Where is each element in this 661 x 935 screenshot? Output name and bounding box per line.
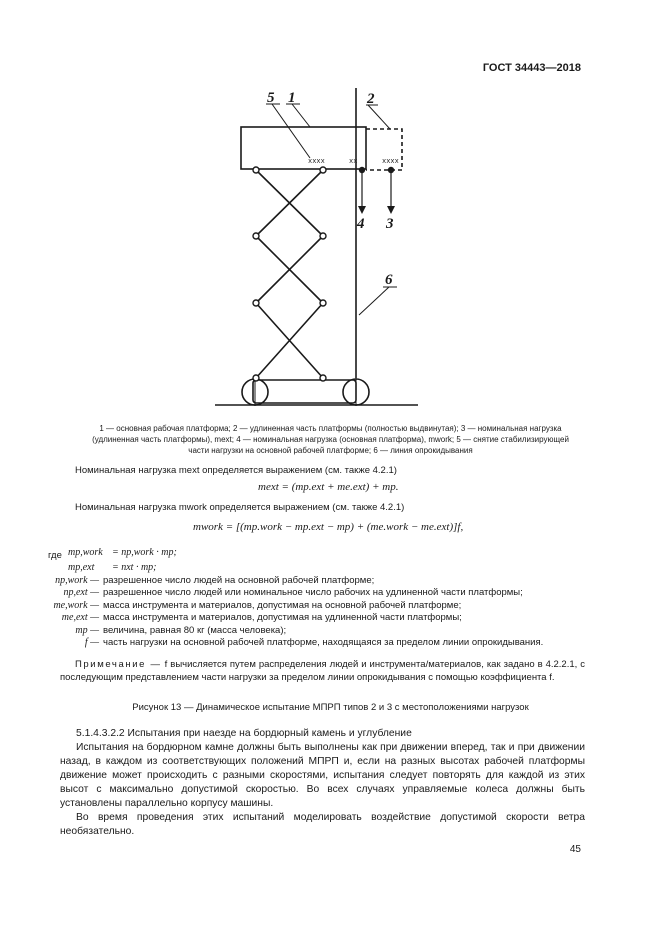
figure-note	[60, 658, 585, 684]
standard-header: ГОСТ 34443—2018	[482, 62, 581, 74]
scissor-level-3	[256, 303, 323, 378]
scissor-level-1	[256, 170, 323, 236]
label-2: 2	[367, 91, 375, 107]
legend-line-3: части нагрузки на основной рабочей платформе; 6 — линия опрокидывания	[188, 446, 473, 455]
formula-mext: mext = (mp.ext + me.ext) + mp.	[258, 481, 399, 493]
label-1: 1	[288, 90, 296, 106]
figure-caption: Рисунок 13 — Динамическое испытание МПРП типов 2 и 3 с местоположениями нагрузок	[132, 702, 529, 713]
label-4: 4	[357, 216, 365, 232]
definitions-list: np,work — разрешенное число людей на основной рабочей платформе; np,ext — разрешенное число людей или номинальное число рабочих на удлиненной части платформы; me,work — масса инструмента и материалов, допустимая на основной рабочей платформе; me,ext — масса инструмента и материалов, допустимая на удлиненной части платформы; mp — величина, равная 80 кг (масса человека); f — часть нагрузки на основной рабочей платформе, находящаяся за пределом линии опрокидывания.	[53, 575, 544, 648]
note-text: f вычисляется путем распределения людей и инструмента/материалов, как задано в 4.2.2.1, с последующим представлением части нагрузки за пределом линии опрокидывания с помощью коэффициента f.	[60, 659, 586, 683]
section-paragraph-2: Во время проведения этих испытаний моделировать воздействие допустимой скорости ветра необязательно.	[60, 812, 585, 837]
figure-legend	[60, 423, 601, 456]
label-5: 5	[267, 90, 275, 106]
legend-line-2: (удлиненная часть платформы), mext; 4 — номинальная нагрузка (основная платформа), mwork; 5 — снятие стабилизирующей	[92, 435, 569, 444]
label-6: 6	[385, 272, 393, 288]
page-number: 45	[569, 844, 581, 855]
where-sym-2: mp,ext	[68, 562, 95, 573]
formula-mwork: mwork = [(mp.work − mp.ext − mp) + (me.work − me.ext)]f,	[193, 521, 464, 533]
scissor-level-2	[256, 236, 323, 303]
label-3: 3	[386, 216, 394, 232]
where-rhs-1: = np,work · mp;	[112, 547, 177, 558]
paragraph-mext: Номинальная нагрузка mext определяется выражением (см. также 4.2.1)	[75, 465, 397, 476]
paragraph-mwork: Номинальная нагрузка mwork определяется выражением (см. также 4.2.1)	[75, 502, 405, 513]
note-label: Примечание —	[75, 659, 162, 670]
legend-line-1: 1 — основная рабочая платформа; 2 — удлиненная часть платформы (полностью выдвинутая); 3 — номинальная нагрузка	[99, 424, 562, 433]
load-mark-5: xxxx	[308, 158, 325, 166]
section-paragraph-1: Испытания на бордюрном камне должны быть выполнены как при движении вперед, так и при движении назад, в каждом из соответствующих положений МПРП и, если на разных высотах рабочей платформы движение может происходить с разными скоростями, испытания следует повторять для каждой из этих высот с максимально допустимой скоростью. Во всех случаях управляемые колеса должны быть установлены параллельно корпусу машины.	[60, 742, 585, 809]
where-prefix: где	[48, 550, 62, 561]
load-mark-3: xxxx	[382, 158, 399, 166]
where-rhs-2: = nxt · mp;	[112, 562, 157, 573]
load-mark-4: xx	[349, 158, 358, 166]
scissor-lift-figure	[0, 0, 661, 420]
where-sym-1: mp,work	[68, 547, 103, 558]
section-heading: 5.1.4.3.2.2 Испытания при наезде на бордюрный камень и углубление	[76, 728, 412, 739]
